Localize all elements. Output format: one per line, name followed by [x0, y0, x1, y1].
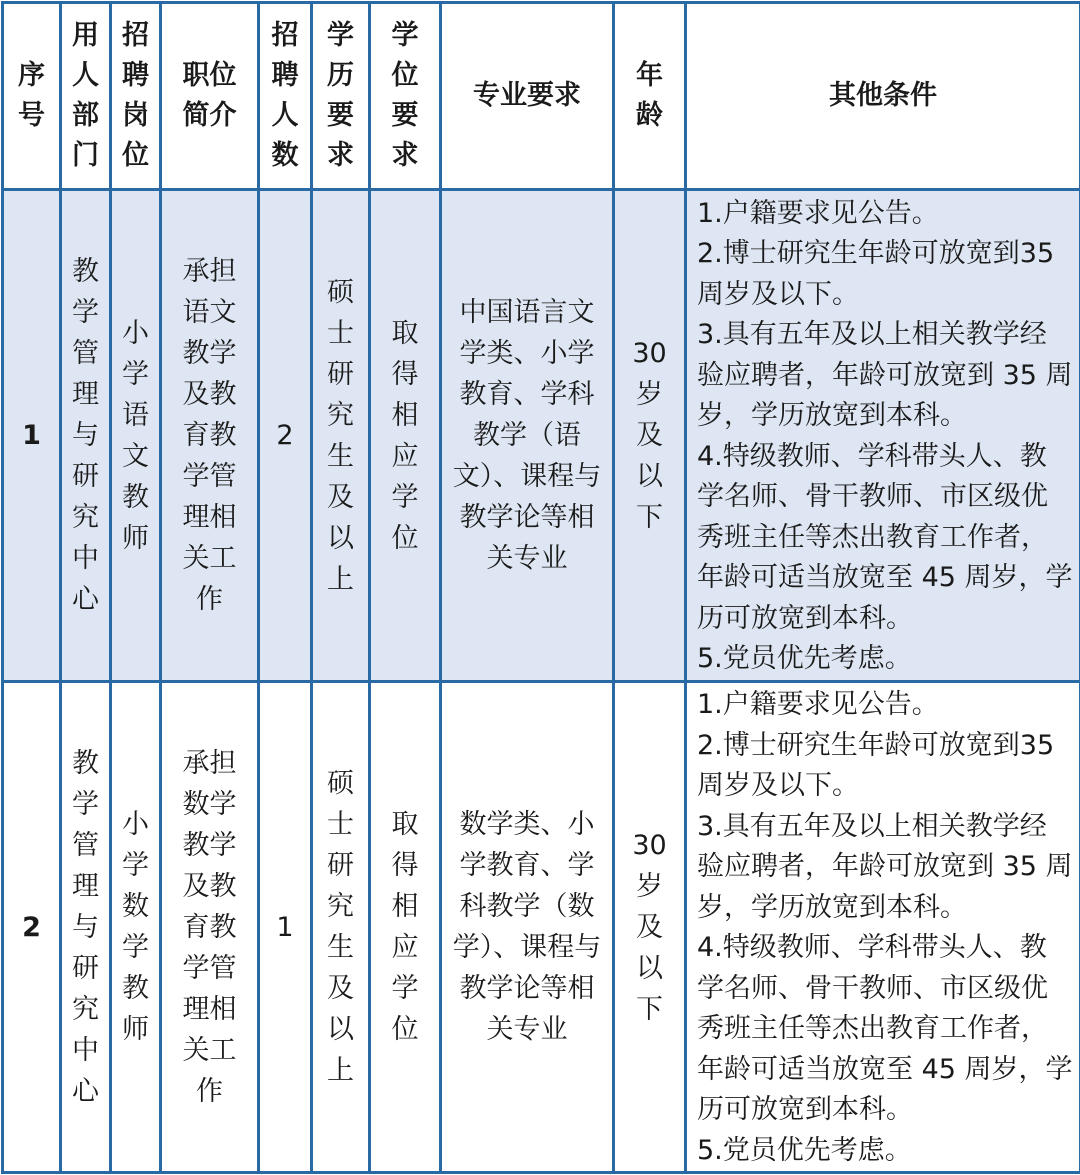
cell-major: 数学类、小学教育、学科教学（数学）、课程与教学论等相关专业	[441, 682, 614, 1173]
cell-degree: 取得相应学位	[370, 190, 441, 682]
cell-count: 2	[259, 190, 312, 682]
cell-conditions	[686, 190, 1080, 682]
cell-edu: 硕士研究生及以上	[312, 682, 370, 1173]
cell-seq: 2	[3, 682, 61, 1173]
header-major: 专业要求	[441, 3, 614, 190]
recruitment-table	[1, 1, 1080, 1174]
condition-item: 2.博士研究生年龄可放宽到35 周岁及以下。	[697, 726, 1073, 807]
cell-age: 30岁及以下	[614, 682, 686, 1173]
header-seq: 序号	[3, 3, 61, 190]
header-count: 招聘人数	[259, 3, 312, 190]
condition-item: 3.具有五年及以上相关教学经验应聘者，年龄可放宽到 35 周岁，学历放宽到本科。	[697, 807, 1073, 929]
header-intro: 职位简介	[161, 3, 259, 190]
table-row	[3, 682, 1080, 1173]
table-row	[3, 190, 1080, 682]
cell-age: 30岁及以下	[614, 190, 686, 682]
condition-item: 4.特级教师、学科带头人、教学名师、骨干教师、市区级优秀班主任等杰出教育工作者，年龄可适当放宽至 45 周岁，学历可放宽到本科。	[697, 437, 1073, 640]
cell-seq: 1	[3, 190, 61, 682]
cell-post: 小学数学教师	[111, 682, 161, 1173]
condition-item: 5.党员优先考虑。	[697, 639, 1073, 680]
cell-edu: 硕士研究生及以上	[312, 190, 370, 682]
cell-conditions	[686, 682, 1080, 1173]
cell-count: 1	[259, 682, 312, 1173]
header-degree: 学位要求	[370, 3, 441, 190]
header-edu: 学历要求	[312, 3, 370, 190]
cell-intro: 承担数学教学及教育教学管理相关工作	[161, 682, 259, 1173]
cell-degree: 取得相应学位	[370, 682, 441, 1173]
condition-item: 4.特级教师、学科带头人、教学名师、骨干教师、市区级优秀班主任等杰出教育工作者，年龄可适当放宽至 45 周岁，学历可放宽到本科。	[697, 928, 1073, 1131]
header-dept: 用人部门	[61, 3, 111, 190]
condition-item: 2.博士研究生年龄可放宽到35 周岁及以下。	[697, 234, 1073, 315]
cell-dept: 教学管理与研究中心	[61, 682, 111, 1173]
header-post: 招聘岗位	[111, 3, 161, 190]
condition-item: 1.户籍要求见公告。	[697, 685, 1073, 726]
header-other: 其他条件	[686, 3, 1080, 190]
condition-item: 1.户籍要求见公告。	[697, 194, 1073, 235]
cell-intro: 承担语文教学及教育教学管理相关工作	[161, 190, 259, 682]
header-age: 年龄	[614, 3, 686, 190]
cell-dept: 教学管理与研究中心	[61, 190, 111, 682]
header-row	[3, 3, 1080, 190]
cell-major: 中国语言文学类、小学教育、学科教学（语文）、课程与教学论等相关专业	[441, 190, 614, 682]
condition-item: 3.具有五年及以上相关教学经验应聘者，年龄可放宽到 35 周岁，学历放宽到本科。	[697, 315, 1073, 437]
condition-item: 5.党员优先考虑。	[697, 1131, 1073, 1172]
cell-post: 小学语文教师	[111, 190, 161, 682]
